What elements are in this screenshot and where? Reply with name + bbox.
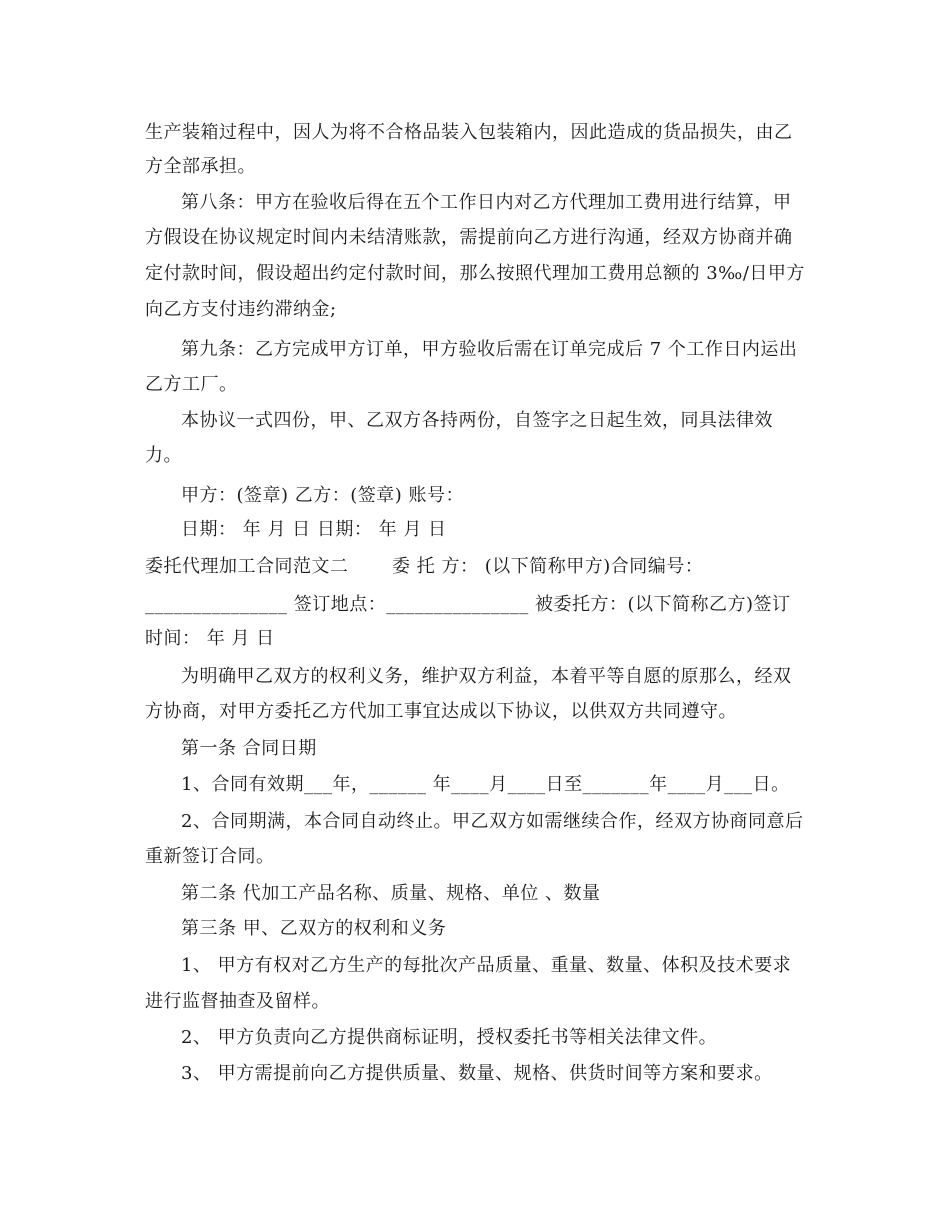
text-line: 1、 甲方有权对乙方生产的每批次产品质量、重量、数量、体积及技术要求 — [181, 955, 792, 976]
text-line: 方全部承担。 — [145, 156, 256, 177]
text-line: 3、 甲方需提前向乙方提供质量、数量、规格、供货时间等方案和要求。 — [181, 1063, 773, 1084]
text-line: 第八条：甲方在验收后得在五个工作日内对乙方代理加工费用进行结算，甲 — [181, 192, 792, 213]
text-line: 2、合同期满，本合同自动终止。甲乙双方如需继续合作，经双方协商同意后 — [181, 811, 804, 832]
text-line: 1、合同有效期___年，______ 年____月____日至_______年____月___日。 — [181, 774, 790, 795]
text-line: 甲方：(签章) 乙方：(签章) 账号： — [181, 485, 465, 506]
text-line: 方假设在协议规定时间内未结清账款，需提前向乙方进行沟通，经双方协商并确 — [145, 227, 793, 248]
text-line: _______________ 签订地点：_______________ 被委托方：(以下简称乙方)签订 — [145, 594, 791, 615]
text-line: 第二条 代加工产品名称、质量、规格、单位 、数量 — [181, 883, 601, 904]
text-line: 方协商，对甲方委托乙方代加工事宜达成以下协议，以供双方共同遵守。 — [145, 701, 737, 722]
text-line: 委托代理加工合同范文二 委 托 方： (以下简称甲方)合同编号： — [145, 556, 704, 577]
text-line: 第三条 甲、乙双方的权利和义务 — [181, 918, 447, 939]
text-line: 为明确甲乙双方的权利义务，维护双方利益，本着平等自愿的原那么，经双 — [181, 666, 792, 687]
text-line: 第九条：乙方完成甲方订单，甲方验收后需在订单完成后 7 个工作日内运出 — [181, 339, 798, 360]
text-line: 乙方工厂。 — [145, 374, 238, 395]
text-line: 向乙方支付违约滞纳金; — [145, 299, 337, 320]
text-line: 2、 甲方负责向乙方提供商标证明，授权委托书等相关法律文件。 — [181, 1027, 718, 1048]
text-line: 重新签订合同。 — [145, 846, 275, 867]
text-line: 进行监督抽查及留样。 — [145, 991, 330, 1012]
text-line: 本协议一式四份，甲、乙双方各持两份，自签字之日起生效，同具法律效 — [181, 410, 773, 431]
text-line: 日期： 年 月 日 日期： 年 月 日 — [181, 519, 447, 540]
text-line: 时间： 年 月 日 — [145, 628, 275, 649]
text-line: 第一条 合同日期 — [181, 738, 317, 759]
text-line: 力。 — [145, 445, 182, 466]
text-line: 定付款时间，假设超出约定付款时间，那么按照代理加工费用总额的 3‰/日甲方 — [145, 263, 805, 284]
text-line: 生产装箱过程中，因人为将不合格品装入包装箱内，因此造成的货品损失，由乙 — [145, 122, 793, 143]
